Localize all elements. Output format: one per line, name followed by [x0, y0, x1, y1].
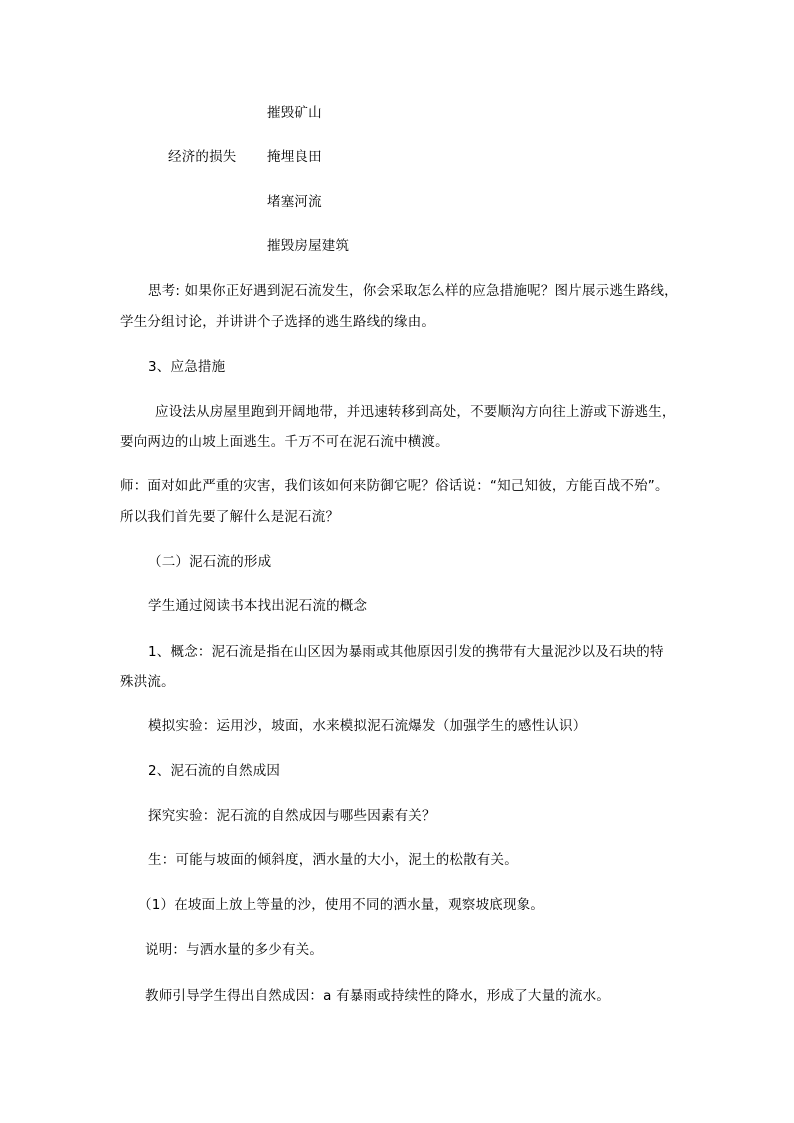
section-3-title: 3、应急措施 — [148, 359, 226, 375]
loss-item-2: 掩埋良田 — [267, 149, 322, 165]
explore-text: 探究实验：泥石流的自然成因与哪些因素有关？ — [148, 808, 436, 824]
measure-line-1: 应设法从房屋里跑到开阔地带，并迅速转移到高处，不要顺沟方向往上游或下游逃生， — [155, 404, 676, 420]
measure-line-2: 要向两边的山坡上面逃生。千万不可在泥石流中横渡。 — [120, 434, 449, 450]
teacher-line-1: 师：面对如此严重的灾害，我们该如何来防御它呢？俗话说：“知己知彼，方能百战不殆”。 — [120, 478, 669, 494]
think-line-2: 学生分组讨论，并讲讲个子选择的逃生路线的缘由。 — [120, 314, 436, 330]
explain-text: 说明：与洒水量的多少有关。 — [145, 942, 324, 958]
cause-title: 2、泥石流的自然成因 — [148, 763, 281, 779]
concept-line-2: 殊洪流。 — [120, 674, 175, 690]
section-two-title: （二）泥石流的形成 — [148, 554, 272, 570]
student-text: 生：可能与坡面的倾斜度，洒水量的大小，泥土的松散有关。 — [148, 852, 518, 868]
reading-text: 学生通过阅读书本找出泥石流的概念 — [148, 598, 368, 614]
loss-item-4: 摧毁房屋建筑 — [267, 238, 350, 254]
loss-label: 经济的损失 — [168, 149, 237, 165]
step-1-text: （1）在坡面上放上等量的沙，使用不同的洒水量，观察坡底现象。 — [138, 897, 545, 913]
guide-text: 教师引导学生得出自然成因：a 有暴雨或持续性的降水，形成了大量的流水。 — [145, 988, 611, 1004]
concept-line-1: 1、概念：泥石流是指在山区因为暴雨或其他原因引发的携带有大量泥沙以及石块的特 — [148, 644, 664, 660]
teacher-line-2: 所以我们首先要了解什么是泥石流？ — [120, 509, 340, 525]
loss-item-1: 摧毁矿山 — [267, 105, 322, 121]
simulation-text: 模拟实验：运用沙，坡面，水来模拟泥石流爆发（加强学生的感性认识） — [148, 718, 587, 734]
think-line-1: 思考: 如果你正好遇到泥石流发生，你会采取怎么样的应急措施呢？图片展示逃生路线， — [148, 283, 678, 299]
loss-item-3: 堵塞河流 — [267, 194, 322, 210]
